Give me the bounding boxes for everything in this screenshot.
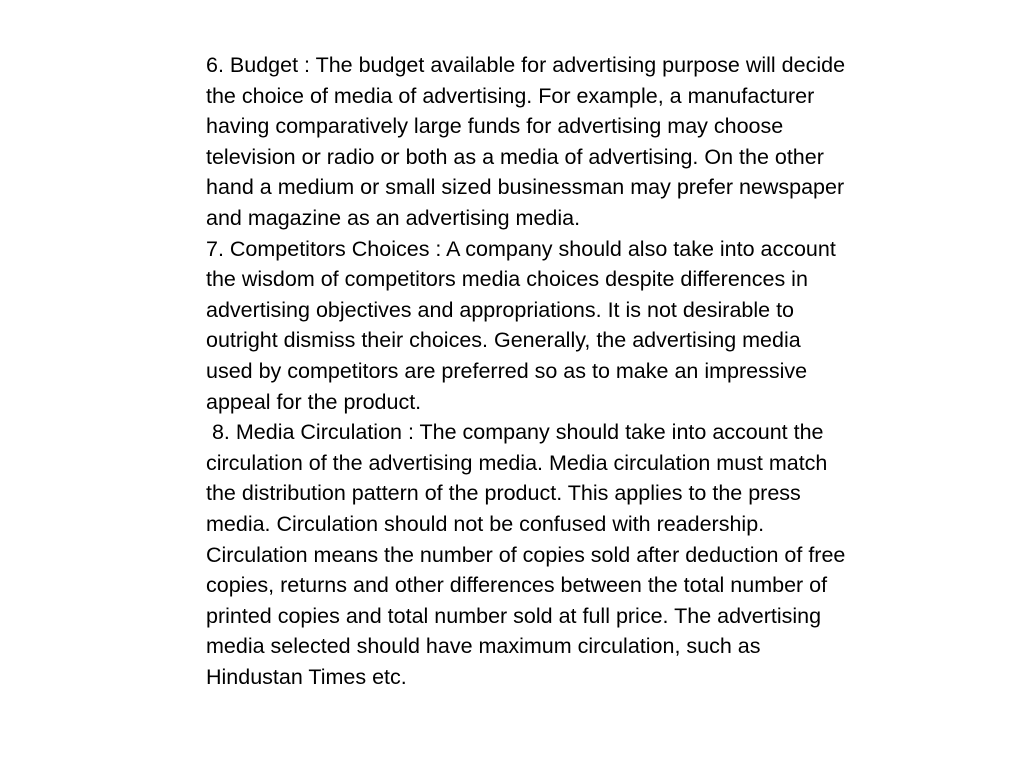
text-line: Circulation means the number of copies sold after deduction of free bbox=[206, 542, 846, 567]
text-line: 7. Competitors Choices : A company should also take into account bbox=[206, 236, 836, 261]
text-line: 8. Media Circulation : The company should take into account the bbox=[206, 420, 824, 445]
slide-text-body bbox=[206, 50, 921, 692]
text-line: television or radio or both as a media of advertising. On the other bbox=[206, 144, 824, 169]
text-line: copies, returns and other differences between the total number of bbox=[206, 573, 828, 598]
text-line: 6. Budget : The budget available for advertising purpose will decide bbox=[206, 53, 846, 77]
text-line: printed copies and total number sold at full price. The advertising bbox=[206, 603, 822, 628]
text-line: circulation of the advertising media. Media circulation must match bbox=[206, 450, 828, 475]
text-line: having comparatively large funds for advertising may choose bbox=[206, 114, 784, 139]
text-line: appeal for the product. bbox=[206, 389, 422, 414]
text-line: outright dismiss their choices. Generally, the advertising media bbox=[206, 328, 801, 353]
text-line: the wisdom of competitors media choices despite differences in bbox=[206, 267, 808, 292]
text-line: Hindustan Times etc. bbox=[206, 664, 407, 689]
text-line: hand a medium or small sized businessman may prefer newspaper bbox=[206, 175, 845, 200]
text-line: and magazine as an advertising media. bbox=[206, 205, 581, 230]
text-line: the choice of media of advertising. For example, a manufacturer bbox=[206, 83, 815, 108]
text-line: used by competitors are preferred so as to make an impressive bbox=[206, 358, 808, 383]
text-line: media. Circulation should not be confused with readership. bbox=[206, 511, 765, 536]
text-line: advertising objectives and appropriations. It is not desirable to bbox=[206, 297, 795, 322]
text-line: the distribution pattern of the product. This applies to the press bbox=[206, 481, 801, 506]
text-line: media selected should have maximum circulation, such as bbox=[206, 634, 761, 659]
